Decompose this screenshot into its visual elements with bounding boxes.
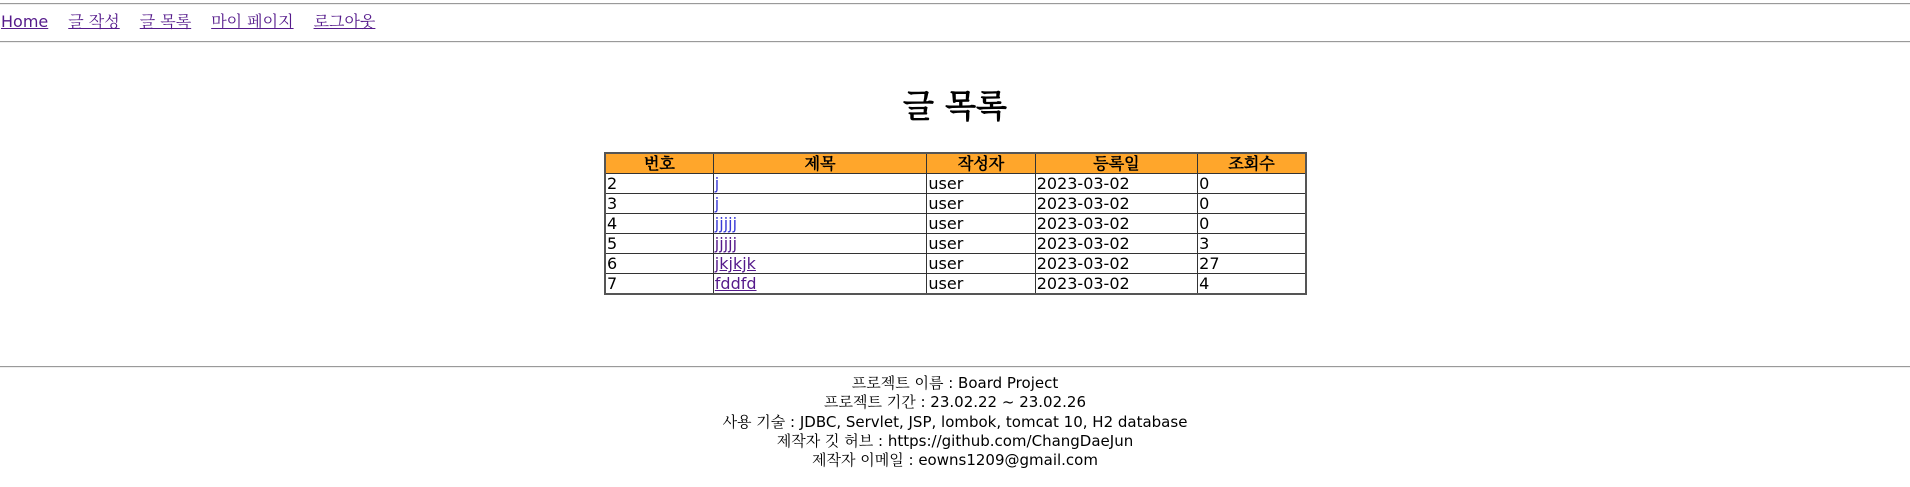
top-divider <box>0 3 1910 5</box>
nav-link-logout[interactable]: 로그아웃 <box>313 12 376 31</box>
table-row <box>605 174 1306 194</box>
cell-date: 2023-03-02 <box>1035 254 1197 274</box>
footer-tech-stack: 사용 기술 : JDBC, Servlet, JSP, lombok, tomcat 10, H2 database <box>722 412 1188 431</box>
cell-views: 0 <box>1198 174 1306 194</box>
cell-title <box>713 234 927 254</box>
nav-link-home[interactable]: Home <box>1 12 49 31</box>
cell-number: 4 <box>605 214 713 234</box>
cell-views: 27 <box>1198 254 1306 274</box>
cell-number: 2 <box>605 174 713 194</box>
table-header-row <box>605 153 1306 174</box>
header-views: 조회수 <box>1198 153 1306 174</box>
cell-date: 2023-03-02 <box>1035 234 1197 254</box>
cell-views: 4 <box>1198 274 1306 295</box>
nav-link-post-list[interactable]: 글 목록 <box>139 12 192 31</box>
header-writer: 작성자 <box>927 153 1035 174</box>
footer-divider <box>0 366 1910 368</box>
cell-views: 0 <box>1198 214 1306 234</box>
cell-number: 5 <box>605 234 713 254</box>
cell-title <box>713 254 927 274</box>
footer-email: 제작자 이메일 : eowns1209@gmail.com <box>812 451 1098 470</box>
cell-number: 3 <box>605 194 713 214</box>
cell-number: 6 <box>605 254 713 274</box>
cell-title <box>713 274 927 295</box>
post-title-link[interactable]: j <box>714 174 720 193</box>
post-title-link[interactable]: jjjjj <box>714 214 738 233</box>
table-row <box>605 254 1306 274</box>
post-list-table <box>604 152 1307 295</box>
table-row <box>605 234 1306 254</box>
post-title-link[interactable]: fddfd <box>714 274 757 293</box>
header-date: 등록일 <box>1035 153 1197 174</box>
cell-title <box>713 214 927 234</box>
header-number: 번호 <box>605 153 713 174</box>
footer-project-period: 프로젝트 기간 : 23.02.22 ~ 23.02.26 <box>824 393 1086 412</box>
post-title-link[interactable]: jjjjj <box>714 234 738 253</box>
cell-writer: user <box>927 174 1035 194</box>
cell-writer: user <box>927 274 1035 295</box>
cell-date: 2023-03-02 <box>1035 174 1197 194</box>
cell-writer: user <box>927 234 1035 254</box>
nav-divider <box>0 41 1910 43</box>
cell-writer: user <box>927 254 1035 274</box>
cell-writer: user <box>927 214 1035 234</box>
nav-link-my-page[interactable]: 마이 페이지 <box>211 12 294 31</box>
table-row <box>605 194 1306 214</box>
post-title-link[interactable]: jkjkjk <box>714 254 756 273</box>
cell-date: 2023-03-02 <box>1035 274 1197 295</box>
cell-date: 2023-03-02 <box>1035 194 1197 214</box>
footer-project-name: 프로젝트 이름 : Board Project <box>851 374 1059 392</box>
cell-writer: user <box>927 194 1035 214</box>
cell-date: 2023-03-02 <box>1035 214 1197 234</box>
cell-title <box>713 194 927 214</box>
header-title: 제목 <box>713 153 927 174</box>
nav-link-write-post[interactable]: 글 작성 <box>68 12 120 31</box>
footer <box>0 374 1910 470</box>
table-row <box>605 274 1306 295</box>
post-title-link[interactable]: j <box>714 194 720 213</box>
cell-views: 0 <box>1198 194 1306 214</box>
table-row <box>605 214 1306 234</box>
footer-github: 제작자 깃 허브 : https://github.com/ChangDaeJun <box>776 431 1134 450</box>
cell-views: 3 <box>1198 234 1306 254</box>
top-navigation <box>1 11 395 33</box>
page-title: 글 목록 <box>903 87 1007 125</box>
cell-number: 7 <box>605 274 713 295</box>
cell-title <box>713 174 927 194</box>
